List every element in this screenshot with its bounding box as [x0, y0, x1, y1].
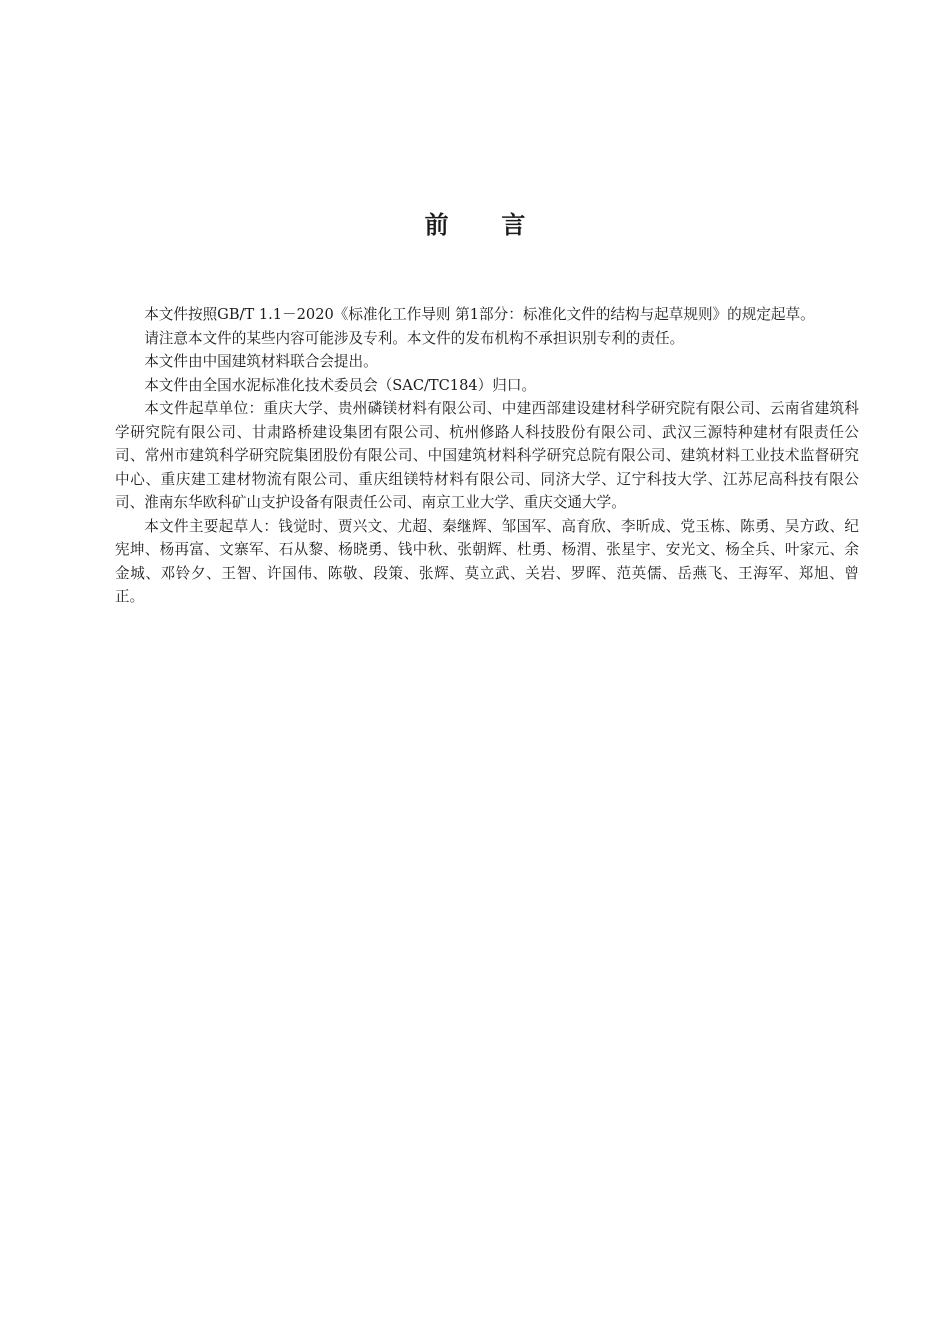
paragraph-drafting-rules: 本文件按照GB/T 1.1－2020《标准化工作导则 第1部分：标准化文件的结构与起草规则》的规定起草。: [144, 306, 815, 323]
paragraph-patent-notice: 请注意本文件的某些内容可能涉及专利。本文件的发布机构不承担识别专利的责任。: [144, 329, 685, 347]
paragraph-main-drafters: 本文件主要起草人：钱觉时、贾兴文、尤超、秦继辉、邹国军、高育欣、李昕成、党玉栋、陈勇、吴方政、纪宪坤、杨再富、文寨军、石从黎、杨晓勇、钱中秋、张朝辉、杜勇、杨渭、张星宇、安光文、杨全兵、叶家元、余金城、邓铃夕、王智、许国伟、陈敬、段策、张辉、莫立武、关岩、罗晖、范英儒、岳燕飞、王海军、郑旭、曾正。: [115, 517, 859, 605]
page-title: 前言: [424, 211, 579, 239]
paragraph-drafting-units: 本文件起草单位：重庆大学、贵州磷镁材料有限公司、中建西部建设建材科学研究院有限公司、云南省建筑科学研究院有限公司、甘肃路桥建设集团有限公司、杭州修路人科技股份有限公司、武汉三源特种建材有限责任公司、常州市建筑科学研究院集团股份有限公司、中国建筑材料科学研究总院有限公司、建筑材料工业技术监督研究中心、重庆建工建材物流有限公司、重庆组镁特材料有限公司、同济大学、辽宁科技大学、江苏尼高科技有限公司、淮南东华欧科矿山支护设备有限责任公司、南京工业大学、重庆交通大学。: [115, 400, 859, 511]
paragraph-committee: 本文件由全国水泥标准化技术委员会（SAC/TC184）归口。: [144, 376, 537, 394]
preface-body: [115, 303, 859, 609]
paragraph-proposer: 本文件由中国建筑材料联合会提出。: [144, 353, 378, 370]
